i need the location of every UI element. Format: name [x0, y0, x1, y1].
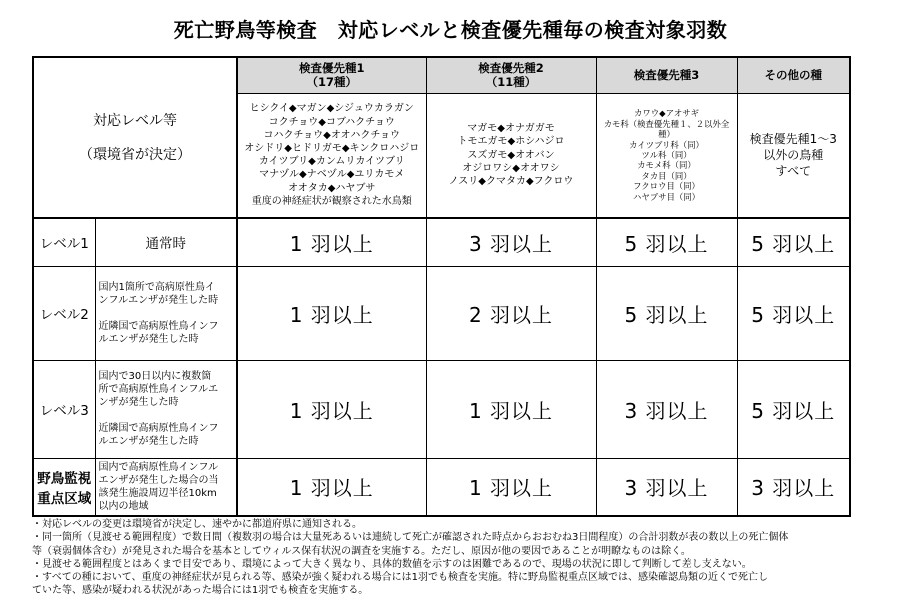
level-1-value-priority-2: 3 羽以上: [426, 218, 596, 266]
condition-line: 国内で30日以内に複数箇: [98, 371, 212, 382]
condition-line: 該発生施設周辺半径10km: [98, 487, 217, 499]
header-count: （17種）: [306, 75, 357, 90]
footnote-line: ていた等、感染が疑われる状況があった場合には1羽でも検査を実施する。: [32, 585, 369, 597]
level-3-label: レベル3: [33, 360, 95, 458]
page-title: 死亡野鳥等検査 対応レベルと検査優先種毎の検査対象羽数: [173, 18, 728, 42]
level-3-condition: [95, 360, 237, 458]
level-2-value-priority-3: 5 羽以上: [596, 266, 737, 360]
species-line: カモメ科（同）: [637, 160, 696, 171]
condition-line: ンザが発生した時: [98, 397, 179, 408]
species-line: ヒシクイ◆マガン◆シジュウカラガン: [249, 103, 414, 115]
footnote-line: ・同一箇所（見渡せる範囲程度）で数日間（複数羽の場合は大量死あるいは連続して死亡が確認された時点からおおむね3日間程度）の合計羽数が表の数以上の死亡個体: [32, 532, 789, 544]
condition-line: ンフルエンザが発生した時: [98, 294, 219, 306]
level-3-value-other: 5 羽以上: [737, 360, 850, 458]
species-list-2: [426, 93, 596, 218]
condition-line: ルエンザが発生した時: [98, 333, 199, 345]
level-3-value-priority-3: 3 羽以上: [596, 360, 737, 458]
species-line: マガモ◆オナガガモ: [467, 123, 555, 135]
footnote-line: ・対応レベルの変更は環境省が決定し、速やかに都道府県に通知される。: [32, 519, 362, 530]
zone-value-priority-1: 1 羽以上: [237, 458, 426, 516]
inspection-table: [32, 56, 851, 517]
footnote-line: 等（衰弱個体含む）が発見された場合を基本としてウィルス保有状況の調査を実施する。ただし、原因が他の要因であることが明瞭なものは除く。: [32, 545, 691, 557]
zone-condition: [95, 458, 237, 516]
header-name: 検査優先種3: [633, 68, 700, 83]
species-line: オジロワシ◆オオワシ: [462, 162, 560, 174]
level-2-value-priority-2: 2 羽以上: [426, 266, 596, 360]
species-line: コクチョウ◆コブハクチョウ: [268, 116, 395, 128]
header-priority-3: [596, 57, 737, 93]
header-name: 検査優先種2: [478, 61, 544, 76]
condition-line: 近隣国で高病原性鳥インフ: [98, 423, 219, 434]
corner-note: （環境省が決定）: [79, 146, 191, 163]
header-count: （11種）: [485, 75, 537, 90]
species-line: ノスリ◆クマタカ◆フクロウ: [448, 176, 574, 188]
header-name: その他の種: [764, 68, 822, 83]
species-list-other: [737, 93, 850, 218]
condition-line: 以内の地域: [98, 500, 149, 512]
level-1-condition: 通常時: [95, 218, 237, 266]
zone-label: [33, 458, 95, 516]
level-2-value-priority-1: 1 羽以上: [237, 266, 426, 360]
species-line: カイツブリ科（同）: [629, 139, 704, 150]
condition-line: ルエンザが発生した時: [98, 436, 199, 447]
species-list-3: [596, 93, 737, 218]
level-3-value-priority-2: 1 羽以上: [426, 360, 596, 458]
condition-line: 国内1箇所で高病原性鳥イ: [98, 281, 215, 293]
level-1-label: レベル1: [33, 218, 95, 266]
species-line: ハヤブサ目（同）: [633, 191, 700, 202]
level-2-label: レベル2: [33, 266, 95, 360]
zone-value-priority-3: 3 羽以上: [596, 458, 737, 516]
species-line: フクロウ目（同）: [633, 181, 700, 192]
level-3-value-priority-1: 1 羽以上: [237, 360, 426, 458]
footnotes: [32, 518, 877, 598]
species-line: スズガモ◆オオバン: [467, 149, 555, 161]
condition-line: 所で高病原性鳥インフルエ: [98, 384, 219, 395]
species-line: カイツブリ◆カンムリカイツブリ: [258, 156, 405, 168]
level-1-value-priority-3: 5 羽以上: [596, 218, 737, 266]
header-priority-2: [426, 57, 596, 93]
header-corner: [33, 57, 237, 218]
header-other: [737, 57, 850, 93]
corner-label: 対応レベル等: [93, 112, 177, 129]
species-line: 検査優先種1～3: [749, 132, 837, 147]
header-priority-1: [237, 57, 426, 93]
species-line: カワウ◆アオサギ: [634, 108, 699, 119]
species-line: オオタカ◆ハヤブサ: [288, 182, 376, 194]
species-line: 種）: [658, 129, 675, 140]
species-line: すべて: [775, 164, 812, 179]
species-line: オシドリ◆ヒドリガモ◆キンクロハジロ: [244, 143, 420, 155]
species-line: 以外の鳥種: [763, 148, 824, 163]
condition-line: 近隣国で高病原性鳥インフ: [98, 320, 219, 332]
zone-label-line: 重点区域: [37, 490, 92, 507]
species-line: マナヅル◆ナベヅル◆ユリカモメ: [259, 169, 405, 181]
zone-value-priority-2: 1 羽以上: [426, 458, 596, 516]
header-name: 検査優先種1: [298, 61, 365, 76]
level-2-condition: [95, 266, 237, 360]
condition-line: 国内で高病原性鳥インフル: [98, 461, 219, 473]
level-1-value-other: 5 羽以上: [737, 218, 850, 266]
species-line: トモエガモ◆ホシハジロ: [457, 136, 565, 148]
species-line: 重度の神経症状が観察された水鳥類: [251, 195, 412, 207]
species-line: タカ目（同）: [641, 170, 692, 181]
footnote-line: ・すべての種において、重度の神経症状が見られる等、感染が強く疑われる場合には1羽でも検査を実施。特に野鳥監視重点区域では、感染確認鳥類の近くで死亡し: [32, 572, 768, 584]
level-2-value-other: 5 羽以上: [737, 266, 850, 360]
level-1-value-priority-1: 1 羽以上: [237, 218, 426, 266]
species-line: コハクチョウ◆オオハクチョウ: [263, 129, 401, 141]
condition-line: エンザが発生した場合の当: [98, 474, 219, 486]
zone-value-other: 3 羽以上: [737, 458, 850, 516]
species-line: ツル科（同）: [641, 150, 692, 161]
species-line: カモ科（検査優先種１、２以外全: [603, 118, 730, 129]
species-list-1: [237, 93, 426, 218]
footnote-line: ・見渡せる範囲程度とはあくまで目安であり、環境によって大きく異なり、具体的数値を示すのは困難であるので、現場の状況に即して判断して差し支えない。: [32, 558, 752, 570]
zone-label-line: 野鳥監視: [37, 470, 92, 487]
